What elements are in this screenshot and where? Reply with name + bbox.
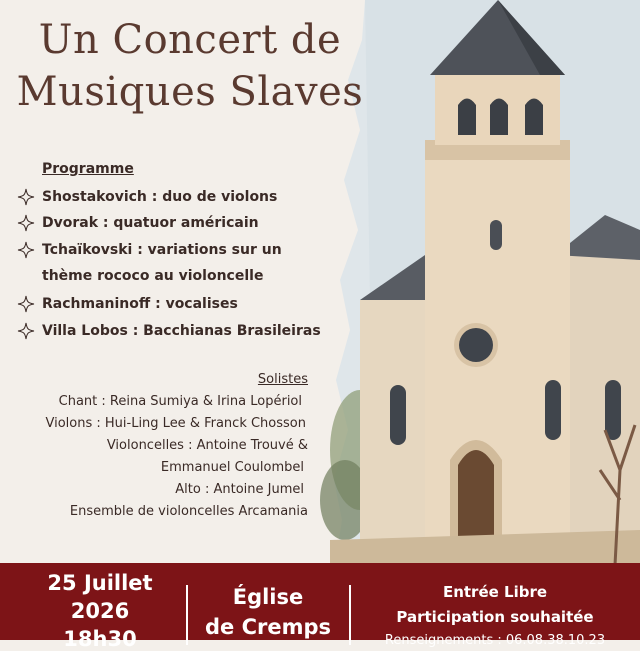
programme-item: Villa Lobos : Bacchianas Brasileiras (42, 323, 321, 339)
solistes-heading: Solistes (257, 372, 308, 387)
participation-info: Participation souhaitée (396, 608, 594, 626)
event-venue-town: de Cremps (204, 615, 331, 639)
programme-item: Tchaïkovski : variations sur un (42, 242, 282, 258)
four-point-star-icon (18, 189, 34, 205)
event-time: 18h30 (63, 627, 137, 651)
four-point-star-icon (18, 215, 34, 231)
programme-item: Rachmaninoff : vocalises (42, 296, 238, 312)
event-year: 2026 (70, 599, 130, 623)
contact-info: Renseignements : 06.08.38.10.23 (384, 633, 606, 648)
poster-title-line-1: Un Concert de (38, 17, 342, 63)
event-venue: Église (232, 585, 304, 609)
programme-item: Shostakovich : duo de violons (42, 189, 278, 205)
poster-title-line-2: Musiques Slaves (16, 69, 364, 115)
soloist-line: Violons : Hui-Ling Lee & Franck Chosson (45, 416, 306, 431)
soloist-line: Emmanuel Coulombel (160, 460, 304, 475)
soloist-line: Violoncelles : Antoine Trouvé & (106, 438, 308, 453)
soloist-line: Alto : Antoine Jumel (175, 482, 304, 497)
programme-item-continuation: thème rococo au violoncelle (42, 268, 264, 284)
event-date: 25 Juillet (47, 571, 153, 595)
footer-divider (349, 585, 351, 645)
entry-info: Entrée Libre (442, 583, 548, 601)
soloist-line: Ensemble de violoncelles Arcamania (69, 504, 308, 519)
four-point-star-icon (18, 296, 34, 312)
soloist-line: Chant : Reina Sumiya & Irina Lopériol (58, 394, 302, 409)
footer-band (0, 563, 640, 651)
four-point-star-icon (18, 242, 34, 258)
four-point-star-icon (18, 323, 34, 339)
programme-heading: Programme (42, 161, 134, 177)
programme-item: Dvorak : quatuor américain (42, 215, 259, 231)
footer-divider (186, 585, 188, 645)
